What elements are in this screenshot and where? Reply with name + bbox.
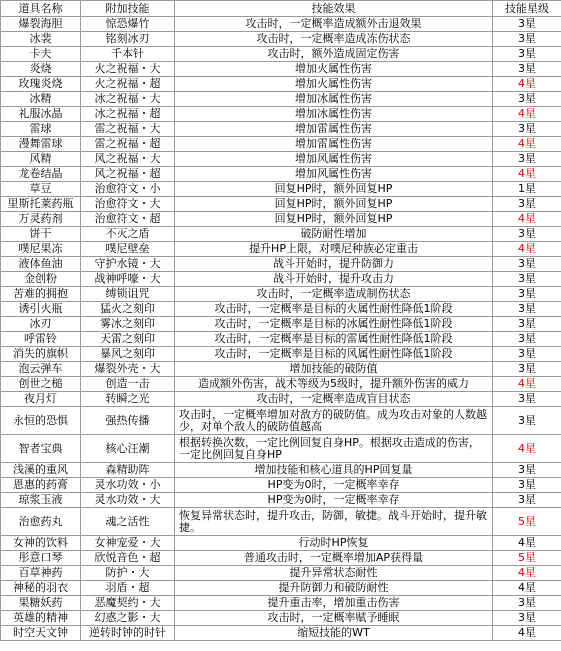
skill-stars-cell: 3星: [493, 227, 561, 242]
skill-effect-cell: 增加雷属性伤害: [175, 137, 493, 152]
item-name-cell: 治愈药丸: [1, 508, 81, 536]
table-row: [1, 581, 561, 596]
table-row: [1, 317, 561, 332]
table-row: [1, 536, 561, 551]
table-row: [1, 463, 561, 478]
item-name-cell: 创世之槌: [1, 377, 81, 392]
item-name-cell: 彤意口琴: [1, 551, 81, 566]
extra-skill-cell: 治愈符文・大: [81, 197, 175, 212]
table-row: [1, 137, 561, 152]
skill-stars-cell: 3星: [493, 47, 561, 62]
item-name-cell: 里斯托莱药瓶: [1, 197, 81, 212]
skill-stars-cell: 3星: [493, 32, 561, 47]
item-name-cell: 时空天文钟: [1, 626, 81, 641]
skill-effect-cell: 攻击时，一定概率是目标的火属性耐性降低1阶段: [175, 302, 493, 317]
skill-effect-cell: 攻击时，一定概率造成冻伤状态: [175, 32, 493, 47]
skill-effect-cell: 破防耐性增加: [175, 227, 493, 242]
item-name-cell: 泡云弹车: [1, 362, 81, 377]
extra-skill-cell: 灵水功效・小: [81, 478, 175, 493]
table-row: [1, 596, 561, 611]
extra-skill-cell: 雷之祝福・超: [81, 137, 175, 152]
skill-stars-cell: 1星: [493, 182, 561, 197]
item-name-cell: 风精: [1, 152, 81, 167]
skill-stars-cell: 3星: [493, 152, 561, 167]
table-row: [1, 392, 561, 407]
item-name-cell: 恩惠的药膏: [1, 478, 81, 493]
item-name-cell: 百草神药: [1, 566, 81, 581]
table-row: [1, 227, 561, 242]
skill-stars-cell: 3星: [493, 347, 561, 362]
skill-effect-cell: 提升重击率，增加重击伤害: [175, 596, 493, 611]
item-name-cell: 冰裴: [1, 32, 81, 47]
table-row: [1, 17, 561, 32]
item-name-cell: 炎烧: [1, 62, 81, 77]
item-name-cell: 金创粉: [1, 272, 81, 287]
item-name-cell: 消失的旗帜: [1, 347, 81, 362]
extra-skill-cell: 风之祝福・大: [81, 152, 175, 167]
extra-skill-cell: 火之祝福・大: [81, 62, 175, 77]
skill-stars-cell: 3星: [493, 17, 561, 32]
extra-skill-cell: 魂之活性: [81, 508, 175, 536]
skill-stars-cell: 3星: [493, 463, 561, 478]
skill-stars-cell: 3星: [493, 332, 561, 347]
skill-effect-cell: 行动时HP恢复: [175, 536, 493, 551]
item-name-cell: 永恒的恐惧: [1, 407, 81, 435]
item-name-cell: 爆裂海胆: [1, 17, 81, 32]
skill-stars-cell: 5星: [493, 508, 561, 536]
skill-effect-cell: 攻击时，一定概率赋予睡眠: [175, 611, 493, 626]
table-row: [1, 77, 561, 92]
skill-stars-cell: 3星: [493, 287, 561, 302]
skill-effect-cell: 攻击时，一定概率增加对敌方的破防值。成为攻击对象的人数越少，对单个敌人的破防值越高: [175, 407, 493, 435]
extra-skill-cell: 逆转时钟的时针: [81, 626, 175, 641]
table-row: [1, 182, 561, 197]
extra-skill-cell: 铭刻冰刃: [81, 32, 175, 47]
item-name-cell: 饼干: [1, 227, 81, 242]
skill-stars-cell: 4星: [493, 137, 561, 152]
table-row: [1, 626, 561, 641]
item-name-cell: 智者宝典: [1, 435, 81, 463]
skill-stars-cell: 3星: [493, 407, 561, 435]
skill-stars-cell: 4星: [493, 377, 561, 392]
extra-skill-cell: 羽盾・超: [81, 581, 175, 596]
skill-effect-cell: 造成额外伤害，战术等级为5级时，提升额外伤害的威力: [175, 377, 493, 392]
table-row: [1, 551, 561, 566]
extra-skill-cell: 爆裂外壳・大: [81, 362, 175, 377]
skill-effect-cell: 增加技能和核心道具的HP回复量: [175, 463, 493, 478]
skill-stars-cell: 3星: [493, 257, 561, 272]
extra-skill-cell: 治愈符文・小: [81, 182, 175, 197]
skill-effect-cell: 增加雷属性伤害: [175, 122, 493, 137]
table-row: [1, 407, 561, 435]
skill-stars-cell: 3星: [493, 272, 561, 287]
extra-skill-cell: 火之祝福・超: [81, 77, 175, 92]
skill-effect-cell: 攻击时，一定概率是目标的雷属性耐性降低1阶段: [175, 332, 493, 347]
skill-stars-cell: 4星: [493, 435, 561, 463]
skill-stars-cell: 3星: [493, 197, 561, 212]
skill-stars-cell: 3星: [493, 122, 561, 137]
item-name-cell: 草豆: [1, 182, 81, 197]
header-extra-skill: 附加技能: [81, 1, 175, 17]
skill-effect-cell: 回复HP时，额外回复HP: [175, 212, 493, 227]
table-row: [1, 107, 561, 122]
item-name-cell: 琼浆玉液: [1, 493, 81, 508]
table-row: [1, 302, 561, 317]
table-row: [1, 167, 561, 182]
skill-effect-cell: 回复HP时，额外回复HP: [175, 197, 493, 212]
skill-effect-cell: HP变为0时，一定概率幸存: [175, 493, 493, 508]
skill-effect-cell: 增加火属性伤害: [175, 62, 493, 77]
header-skill-effect: 技能效果: [175, 1, 493, 17]
extra-skill-cell: 核心汪潮: [81, 435, 175, 463]
table-row: [1, 347, 561, 362]
extra-skill-cell: 女神宠爱・大: [81, 536, 175, 551]
skill-effect-cell: 增加风属性伤害: [175, 152, 493, 167]
skill-effect-cell: 战斗开始时，提升攻击力: [175, 272, 493, 287]
skill-effect-cell: 增加风属性伤害: [175, 167, 493, 182]
table-row: [1, 152, 561, 167]
skill-effect-cell: 根据转换次数，一定比例回复自身HP。根据攻击造成的伤害，一定比例回复自身HP: [175, 435, 493, 463]
skill-stars-cell: 3星: [493, 362, 561, 377]
skill-effect-cell: 攻击时，一定概率造成制伤状态: [175, 287, 493, 302]
skill-effect-cell: 提升HP上限，对噗尼种族必定重击: [175, 242, 493, 257]
skill-stars-cell: 3星: [493, 392, 561, 407]
skill-stars-cell: 4星: [493, 212, 561, 227]
skill-stars-cell: 5星: [493, 551, 561, 566]
item-name-cell: 礼服冰晶: [1, 107, 81, 122]
item-name-cell: 苦难的拥抱: [1, 287, 81, 302]
skill-stars-cell: 4星: [493, 107, 561, 122]
skill-effect-cell: 增加冰属性伤害: [175, 107, 493, 122]
item-name-cell: 卡夫: [1, 47, 81, 62]
skill-effect-cell: 提升防御力和破防耐性: [175, 581, 493, 596]
skill-stars-cell: 4星: [493, 167, 561, 182]
item-name-cell: 冰精: [1, 92, 81, 107]
table-row: [1, 332, 561, 347]
extra-skill-cell: 天雷之刻印: [81, 332, 175, 347]
item-name-cell: 万灵药剂: [1, 212, 81, 227]
item-name-cell: 雷球: [1, 122, 81, 137]
skill-effect-cell: 攻击时，一定概率是目标的风属性耐性降低1阶段: [175, 347, 493, 362]
skill-effect-cell: 缩短技能的WT: [175, 626, 493, 641]
skill-effect-cell: 增加火属性伤害: [175, 77, 493, 92]
item-name-cell: 龙卷结晶: [1, 167, 81, 182]
extra-skill-cell: 暴风之刻印: [81, 347, 175, 362]
table-row: [1, 362, 561, 377]
table-row: [1, 122, 561, 137]
skill-effect-cell: 攻击时，一定概率是目标的冰属性耐性降低1阶段: [175, 317, 493, 332]
item-name-cell: 漫舞雷球: [1, 137, 81, 152]
table-header-row: [1, 1, 561, 17]
item-name-cell: 诱引火瓶: [1, 302, 81, 317]
extra-skill-cell: 幻惑之影・大: [81, 611, 175, 626]
skill-stars-cell: 4星: [493, 626, 561, 641]
skill-effect-cell: HP变为0时，一定概率幸存: [175, 478, 493, 493]
skill-effect-cell: 普通攻击时，一定概率增加AP获得量: [175, 551, 493, 566]
extra-skill-cell: 转瞬之光: [81, 392, 175, 407]
skill-effect-cell: 增加冰属性伤害: [175, 92, 493, 107]
extra-skill-cell: 缚锁诅咒: [81, 287, 175, 302]
extra-skill-cell: 风之祝福・超: [81, 167, 175, 182]
table-row: [1, 47, 561, 62]
table-row: [1, 212, 561, 227]
extra-skill-cell: 噗尼壁垒: [81, 242, 175, 257]
item-name-cell: 夜月灯: [1, 392, 81, 407]
table-row: [1, 493, 561, 508]
item-name-cell: 浅溪的重风: [1, 463, 81, 478]
table-row: [1, 287, 561, 302]
extra-skill-cell: 防护・大: [81, 566, 175, 581]
skill-effect-cell: 回复HP时，额外回复HP: [175, 182, 493, 197]
extra-skill-cell: 猛火之刻印: [81, 302, 175, 317]
table-row: [1, 508, 561, 536]
item-name-cell: 玫瑰炎烧: [1, 77, 81, 92]
skill-stars-cell: 3星: [493, 302, 561, 317]
table-row: [1, 478, 561, 493]
table-row: [1, 62, 561, 77]
header-skill-stars: 技能星级: [493, 1, 561, 17]
item-name-cell: 噗尼果冻: [1, 242, 81, 257]
table-row: [1, 435, 561, 463]
extra-skill-cell: 守护水镜・大: [81, 257, 175, 272]
item-name-cell: 神秘的羽衣: [1, 581, 81, 596]
item-name-cell: 果糖妖药: [1, 596, 81, 611]
extra-skill-cell: 恶魔契约・大: [81, 596, 175, 611]
item-name-cell: 女神的饮料: [1, 536, 81, 551]
table-row: [1, 566, 561, 581]
table-row: [1, 32, 561, 47]
skill-effect-cell: 攻击时，一定概率造成盲目状态: [175, 392, 493, 407]
skill-effect-cell: 增加技能的破防值: [175, 362, 493, 377]
extra-skill-cell: 欣悦音色・超: [81, 551, 175, 566]
extra-skill-cell: 森精助阵: [81, 463, 175, 478]
skill-stars-cell: 3星: [493, 596, 561, 611]
extra-skill-cell: 治愈符文・超: [81, 212, 175, 227]
skill-stars-cell: 3星: [493, 92, 561, 107]
skill-stars-cell: 4星: [493, 581, 561, 596]
skill-stars-cell: 3星: [493, 317, 561, 332]
extra-skill-cell: 冰之祝福・超: [81, 107, 175, 122]
skill-effect-cell: 攻击时，额外造成固定伤害: [175, 47, 493, 62]
item-name-cell: 英雄的精神: [1, 611, 81, 626]
item-name-cell: 液体鱼油: [1, 257, 81, 272]
skill-stars-cell: 3星: [493, 62, 561, 77]
table-row: [1, 611, 561, 626]
table-row: [1, 242, 561, 257]
extra-skill-cell: 雾冰之刻印: [81, 317, 175, 332]
extra-skill-cell: 千本针: [81, 47, 175, 62]
table-row: [1, 197, 561, 212]
skill-effect-cell: 战斗开始时，提升防御力: [175, 257, 493, 272]
skill-effect-cell: 攻击时，一定概率造成额外击退效果: [175, 17, 493, 32]
skill-effect-cell: 恢复异常状态时，提升攻击，防御，敏捷。战斗开始时，提升敏捷。: [175, 508, 493, 536]
table-row: [1, 377, 561, 392]
extra-skill-cell: 创造一击: [81, 377, 175, 392]
extra-skill-cell: 不灭之盾: [81, 227, 175, 242]
table-row: [1, 272, 561, 287]
extra-skill-cell: 战神呼嚎・大: [81, 272, 175, 287]
table-row: [1, 257, 561, 272]
extra-skill-cell: 灵水功效・大: [81, 493, 175, 508]
extra-skill-cell: 强热传播: [81, 407, 175, 435]
item-name-cell: 呼雷铃: [1, 332, 81, 347]
skill-stars-cell: 3星: [493, 611, 561, 626]
skill-stars-cell: 4星: [493, 77, 561, 92]
item-name-cell: 冰刃: [1, 317, 81, 332]
skill-effect-cell: 提升异常状态耐性: [175, 566, 493, 581]
skill-stars-cell: 3星: [493, 493, 561, 508]
extra-skill-cell: 冰之祝福・大: [81, 92, 175, 107]
table-row: [1, 92, 561, 107]
skill-stars-cell: 4星: [493, 536, 561, 551]
skill-stars-cell: 4星: [493, 242, 561, 257]
skill-stars-cell: 4星: [493, 566, 561, 581]
extra-skill-cell: 惊恐爆竹: [81, 17, 175, 32]
header-item-name: 道具名称: [1, 1, 81, 17]
skill-stars-cell: 3星: [493, 478, 561, 493]
extra-skill-cell: 雷之祝福・大: [81, 122, 175, 137]
